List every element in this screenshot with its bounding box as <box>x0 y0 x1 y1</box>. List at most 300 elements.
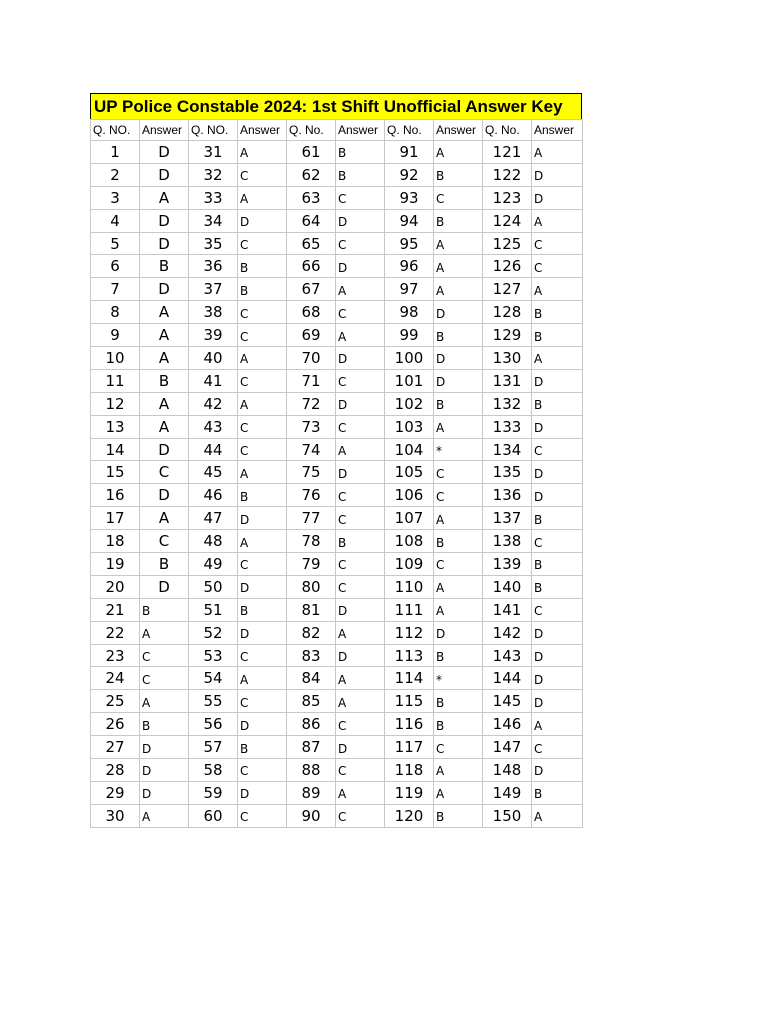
answer-header: Answer <box>434 120 483 141</box>
answer-cell: C <box>238 301 287 324</box>
answer-cell: A <box>434 781 483 804</box>
answer-cell: C <box>336 484 385 507</box>
answer-cell: B <box>532 324 583 347</box>
table-row <box>91 644 583 667</box>
answer-header: Answer <box>238 120 287 141</box>
answer-cell: B <box>238 278 287 301</box>
question-number-cell: 101 <box>385 369 434 392</box>
table-row <box>91 736 583 759</box>
table-row <box>91 621 583 644</box>
table-row <box>91 141 583 164</box>
answer-cell: A <box>532 278 583 301</box>
question-number-cell: 47 <box>189 507 238 530</box>
answer-cell: D <box>336 255 385 278</box>
answer-cell: D <box>140 141 189 164</box>
header-row <box>91 120 583 141</box>
question-number-cell: 81 <box>287 598 336 621</box>
question-number-cell: 77 <box>287 507 336 530</box>
question-number-cell: 92 <box>385 163 434 186</box>
question-number-cell: 5 <box>91 232 140 255</box>
question-number-cell: 108 <box>385 530 434 553</box>
question-number-cell: 76 <box>287 484 336 507</box>
answer-cell: D <box>140 759 189 782</box>
question-number-cell: 67 <box>287 278 336 301</box>
question-number-cell: 36 <box>189 255 238 278</box>
answer-cell: A <box>532 209 583 232</box>
question-number-cell: 110 <box>385 575 434 598</box>
question-number-cell: 29 <box>91 781 140 804</box>
question-number-cell: 55 <box>189 690 238 713</box>
answer-cell: A <box>238 347 287 370</box>
question-number-cell: 131 <box>483 369 532 392</box>
question-number-cell: 99 <box>385 324 434 347</box>
question-number-cell: 140 <box>483 575 532 598</box>
question-number-cell: 141 <box>483 598 532 621</box>
question-number-cell: 136 <box>483 484 532 507</box>
answer-cell: C <box>238 415 287 438</box>
answer-cell: C <box>336 369 385 392</box>
question-number-cell: 19 <box>91 553 140 576</box>
answer-cell: C <box>140 667 189 690</box>
answer-cell: A <box>336 438 385 461</box>
answer-cell: C <box>532 530 583 553</box>
answer-cell: C <box>434 484 483 507</box>
question-number-cell: 31 <box>189 141 238 164</box>
answer-cell: D <box>140 278 189 301</box>
answer-cell: D <box>532 186 583 209</box>
question-number-cell: 63 <box>287 186 336 209</box>
answer-cell: A <box>238 141 287 164</box>
question-number-cell: 88 <box>287 759 336 782</box>
question-number-cell: 1 <box>91 141 140 164</box>
answer-cell: B <box>434 690 483 713</box>
question-number-header: Q. No. <box>287 120 336 141</box>
question-number-cell: 14 <box>91 438 140 461</box>
answer-cell: A <box>140 347 189 370</box>
question-number-cell: 7 <box>91 278 140 301</box>
question-number-cell: 30 <box>91 804 140 827</box>
question-number-cell: 117 <box>385 736 434 759</box>
question-number-cell: 2 <box>91 163 140 186</box>
question-number-cell: 111 <box>385 598 434 621</box>
answer-cell: C <box>336 415 385 438</box>
question-number-cell: 50 <box>189 575 238 598</box>
answer-header: Answer <box>140 120 189 141</box>
question-number-cell: 57 <box>189 736 238 759</box>
answer-cell: C <box>336 301 385 324</box>
table-row <box>91 347 583 370</box>
question-number-cell: 32 <box>189 163 238 186</box>
question-number-cell: 107 <box>385 507 434 530</box>
answer-key-sheet <box>90 93 582 828</box>
answer-cell: B <box>238 598 287 621</box>
answer-cell: C <box>434 461 483 484</box>
answer-cell: A <box>336 781 385 804</box>
answer-cell: D <box>140 484 189 507</box>
question-number-cell: 139 <box>483 553 532 576</box>
question-number-cell: 41 <box>189 369 238 392</box>
question-number-cell: 56 <box>189 713 238 736</box>
question-number-cell: 100 <box>385 347 434 370</box>
answer-cell: D <box>140 575 189 598</box>
answer-cell: B <box>140 255 189 278</box>
answer-cell: C <box>238 804 287 827</box>
answer-cell: B <box>336 141 385 164</box>
answer-cell: D <box>238 209 287 232</box>
question-number-cell: 3 <box>91 186 140 209</box>
table-row <box>91 507 583 530</box>
question-number-cell: 71 <box>287 369 336 392</box>
answer-cell: B <box>434 324 483 347</box>
answer-cell: C <box>532 232 583 255</box>
answer-cell: C <box>336 759 385 782</box>
answer-cell: A <box>140 690 189 713</box>
answer-cell: A <box>434 759 483 782</box>
question-number-cell: 79 <box>287 553 336 576</box>
table-row <box>91 186 583 209</box>
answer-cell: A <box>238 392 287 415</box>
question-number-cell: 25 <box>91 690 140 713</box>
question-number-cell: 27 <box>91 736 140 759</box>
answer-cell: C <box>336 575 385 598</box>
question-number-cell: 121 <box>483 141 532 164</box>
question-number-cell: 144 <box>483 667 532 690</box>
question-number-cell: 113 <box>385 644 434 667</box>
answer-cell: C <box>336 507 385 530</box>
answer-cell: A <box>434 507 483 530</box>
question-number-cell: 120 <box>385 804 434 827</box>
question-number-cell: 98 <box>385 301 434 324</box>
question-number-cell: 128 <box>483 301 532 324</box>
question-number-cell: 11 <box>91 369 140 392</box>
question-number-cell: 119 <box>385 781 434 804</box>
answer-cell: A <box>336 278 385 301</box>
answer-cell: A <box>434 598 483 621</box>
answer-cell: D <box>434 369 483 392</box>
answer-cell: D <box>532 461 583 484</box>
question-number-cell: 84 <box>287 667 336 690</box>
answer-cell: C <box>140 530 189 553</box>
question-number-cell: 143 <box>483 644 532 667</box>
question-number-cell: 109 <box>385 553 434 576</box>
answer-cell: B <box>434 713 483 736</box>
question-number-header: Q. NO. <box>91 120 140 141</box>
answer-cell: B <box>532 781 583 804</box>
answer-cell: D <box>532 644 583 667</box>
question-number-cell: 17 <box>91 507 140 530</box>
answer-cell: D <box>336 347 385 370</box>
question-number-cell: 23 <box>91 644 140 667</box>
question-number-cell: 20 <box>91 575 140 598</box>
question-number-cell: 4 <box>91 209 140 232</box>
answer-cell: A <box>434 255 483 278</box>
table-row <box>91 553 583 576</box>
question-number-cell: 24 <box>91 667 140 690</box>
question-number-cell: 148 <box>483 759 532 782</box>
answer-cell: A <box>238 461 287 484</box>
answer-cell: C <box>238 232 287 255</box>
question-number-cell: 72 <box>287 392 336 415</box>
answer-cell: B <box>140 598 189 621</box>
answer-cell: B <box>336 163 385 186</box>
answer-cell: D <box>336 644 385 667</box>
answer-cell: D <box>532 621 583 644</box>
table-row <box>91 278 583 301</box>
answer-cell: A <box>140 415 189 438</box>
answer-cell: D <box>532 667 583 690</box>
question-number-cell: 102 <box>385 392 434 415</box>
answer-cell: A <box>336 667 385 690</box>
question-number-cell: 80 <box>287 575 336 598</box>
question-number-cell: 38 <box>189 301 238 324</box>
answer-cell: B <box>532 392 583 415</box>
table-row <box>91 461 583 484</box>
question-number-header: Q. No. <box>483 120 532 141</box>
table-row <box>91 232 583 255</box>
answer-cell: A <box>532 141 583 164</box>
question-number-cell: 59 <box>189 781 238 804</box>
answer-cell: A <box>336 324 385 347</box>
question-number-cell: 40 <box>189 347 238 370</box>
question-number-cell: 126 <box>483 255 532 278</box>
answer-cell: A <box>140 301 189 324</box>
question-number-cell: 51 <box>189 598 238 621</box>
answer-cell: D <box>336 392 385 415</box>
table-row <box>91 392 583 415</box>
table-row <box>91 209 583 232</box>
question-number-cell: 106 <box>385 484 434 507</box>
question-number-cell: 16 <box>91 484 140 507</box>
answer-cell: A <box>532 347 583 370</box>
table-row <box>91 415 583 438</box>
answer-cell: A <box>140 507 189 530</box>
answer-cell: D <box>336 461 385 484</box>
question-number-header: Q. No. <box>385 120 434 141</box>
question-number-header: Q. NO. <box>189 120 238 141</box>
question-number-cell: 93 <box>385 186 434 209</box>
answer-cell: D <box>434 301 483 324</box>
question-number-cell: 66 <box>287 255 336 278</box>
answer-cell: C <box>434 736 483 759</box>
question-number-cell: 91 <box>385 141 434 164</box>
question-number-cell: 21 <box>91 598 140 621</box>
table-row <box>91 759 583 782</box>
question-number-cell: 97 <box>385 278 434 301</box>
answer-cell: D <box>140 232 189 255</box>
question-number-cell: 26 <box>91 713 140 736</box>
answer-cell: C <box>238 438 287 461</box>
answer-cell: D <box>140 163 189 186</box>
answer-cell: B <box>238 736 287 759</box>
answer-cell: C <box>238 759 287 782</box>
answer-cell: B <box>238 484 287 507</box>
question-number-cell: 45 <box>189 461 238 484</box>
question-number-cell: 18 <box>91 530 140 553</box>
question-number-cell: 83 <box>287 644 336 667</box>
answer-cell: B <box>532 507 583 530</box>
table-row <box>91 598 583 621</box>
answer-key-table <box>90 119 583 828</box>
answer-cell: C <box>238 324 287 347</box>
question-number-cell: 75 <box>287 461 336 484</box>
question-number-cell: 73 <box>287 415 336 438</box>
answer-cell: C <box>336 713 385 736</box>
answer-cell: A <box>434 278 483 301</box>
answer-cell: D <box>238 713 287 736</box>
question-number-cell: 42 <box>189 392 238 415</box>
table-row <box>91 438 583 461</box>
question-number-cell: 124 <box>483 209 532 232</box>
question-number-cell: 15 <box>91 461 140 484</box>
question-number-cell: 95 <box>385 232 434 255</box>
question-number-cell: 133 <box>483 415 532 438</box>
answer-cell: B <box>434 392 483 415</box>
question-number-cell: 8 <box>91 301 140 324</box>
question-number-cell: 82 <box>287 621 336 644</box>
question-number-cell: 12 <box>91 392 140 415</box>
answer-cell: B <box>434 163 483 186</box>
answer-cell: D <box>532 759 583 782</box>
answer-cell: A <box>434 575 483 598</box>
question-number-cell: 60 <box>189 804 238 827</box>
answer-cell: D <box>532 484 583 507</box>
table-row <box>91 713 583 736</box>
question-number-cell: 125 <box>483 232 532 255</box>
answer-cell: D <box>434 347 483 370</box>
answer-cell: D <box>532 163 583 186</box>
answer-header: Answer <box>336 120 385 141</box>
answer-cell: A <box>238 530 287 553</box>
answer-cell: A <box>434 415 483 438</box>
answer-cell: C <box>238 369 287 392</box>
question-number-cell: 64 <box>287 209 336 232</box>
question-number-cell: 22 <box>91 621 140 644</box>
answer-cell: D <box>434 621 483 644</box>
question-number-cell: 103 <box>385 415 434 438</box>
answer-cell: D <box>140 438 189 461</box>
answer-cell: B <box>434 644 483 667</box>
table-row <box>91 667 583 690</box>
table-row <box>91 324 583 347</box>
question-number-cell: 52 <box>189 621 238 644</box>
answer-cell: D <box>140 781 189 804</box>
sheet-title: UP Police Constable 2024: 1st Shift Unofficial Answer Key <box>90 93 582 119</box>
question-number-cell: 53 <box>189 644 238 667</box>
table-row <box>91 484 583 507</box>
answer-cell: A <box>140 804 189 827</box>
answer-cell: A <box>140 324 189 347</box>
table-row <box>91 575 583 598</box>
question-number-cell: 43 <box>189 415 238 438</box>
answer-cell: * <box>434 667 483 690</box>
question-number-cell: 150 <box>483 804 532 827</box>
answer-cell: B <box>140 369 189 392</box>
question-number-cell: 116 <box>385 713 434 736</box>
question-number-cell: 54 <box>189 667 238 690</box>
question-number-cell: 85 <box>287 690 336 713</box>
question-number-cell: 89 <box>287 781 336 804</box>
question-number-cell: 94 <box>385 209 434 232</box>
question-number-cell: 70 <box>287 347 336 370</box>
question-number-cell: 10 <box>91 347 140 370</box>
question-number-cell: 13 <box>91 415 140 438</box>
answer-cell: C <box>336 232 385 255</box>
answer-cell: A <box>532 713 583 736</box>
question-number-cell: 123 <box>483 186 532 209</box>
question-number-cell: 132 <box>483 392 532 415</box>
answer-cell: A <box>140 392 189 415</box>
table-row <box>91 255 583 278</box>
answer-cell: D <box>336 209 385 232</box>
question-number-cell: 69 <box>287 324 336 347</box>
question-number-cell: 90 <box>287 804 336 827</box>
question-number-cell: 145 <box>483 690 532 713</box>
answer-cell: B <box>434 530 483 553</box>
question-number-cell: 58 <box>189 759 238 782</box>
answer-cell: A <box>238 667 287 690</box>
answer-cell: A <box>336 621 385 644</box>
answer-cell: B <box>140 553 189 576</box>
table-row <box>91 369 583 392</box>
answer-cell: C <box>238 163 287 186</box>
answer-cell: B <box>336 530 385 553</box>
question-number-cell: 105 <box>385 461 434 484</box>
question-number-cell: 49 <box>189 553 238 576</box>
answer-cell: B <box>532 301 583 324</box>
answer-cell: C <box>238 553 287 576</box>
answer-cell: C <box>532 255 583 278</box>
answer-cell: B <box>532 553 583 576</box>
answer-cell: D <box>238 575 287 598</box>
answer-cell: D <box>238 507 287 530</box>
answer-cell: D <box>532 415 583 438</box>
answer-cell: C <box>434 553 483 576</box>
question-number-cell: 147 <box>483 736 532 759</box>
question-number-cell: 65 <box>287 232 336 255</box>
answer-cell: C <box>532 598 583 621</box>
answer-cell: C <box>140 644 189 667</box>
answer-cell: C <box>434 186 483 209</box>
question-number-cell: 96 <box>385 255 434 278</box>
table-body <box>91 141 583 828</box>
question-number-cell: 146 <box>483 713 532 736</box>
answer-cell: A <box>140 186 189 209</box>
question-number-cell: 6 <box>91 255 140 278</box>
answer-cell: D <box>238 621 287 644</box>
question-number-cell: 78 <box>287 530 336 553</box>
question-number-cell: 114 <box>385 667 434 690</box>
question-number-cell: 112 <box>385 621 434 644</box>
answer-cell: A <box>434 232 483 255</box>
answer-cell: C <box>532 736 583 759</box>
question-number-cell: 39 <box>189 324 238 347</box>
answer-cell: A <box>336 690 385 713</box>
table-row <box>91 530 583 553</box>
answer-cell: A <box>238 186 287 209</box>
question-number-cell: 134 <box>483 438 532 461</box>
question-number-cell: 87 <box>287 736 336 759</box>
question-number-cell: 37 <box>189 278 238 301</box>
question-number-cell: 34 <box>189 209 238 232</box>
question-number-cell: 104 <box>385 438 434 461</box>
question-number-cell: 62 <box>287 163 336 186</box>
table-row <box>91 163 583 186</box>
answer-cell: D <box>336 736 385 759</box>
question-number-cell: 68 <box>287 301 336 324</box>
answer-cell: C <box>238 690 287 713</box>
answer-cell: D <box>140 209 189 232</box>
answer-cell: D <box>140 736 189 759</box>
